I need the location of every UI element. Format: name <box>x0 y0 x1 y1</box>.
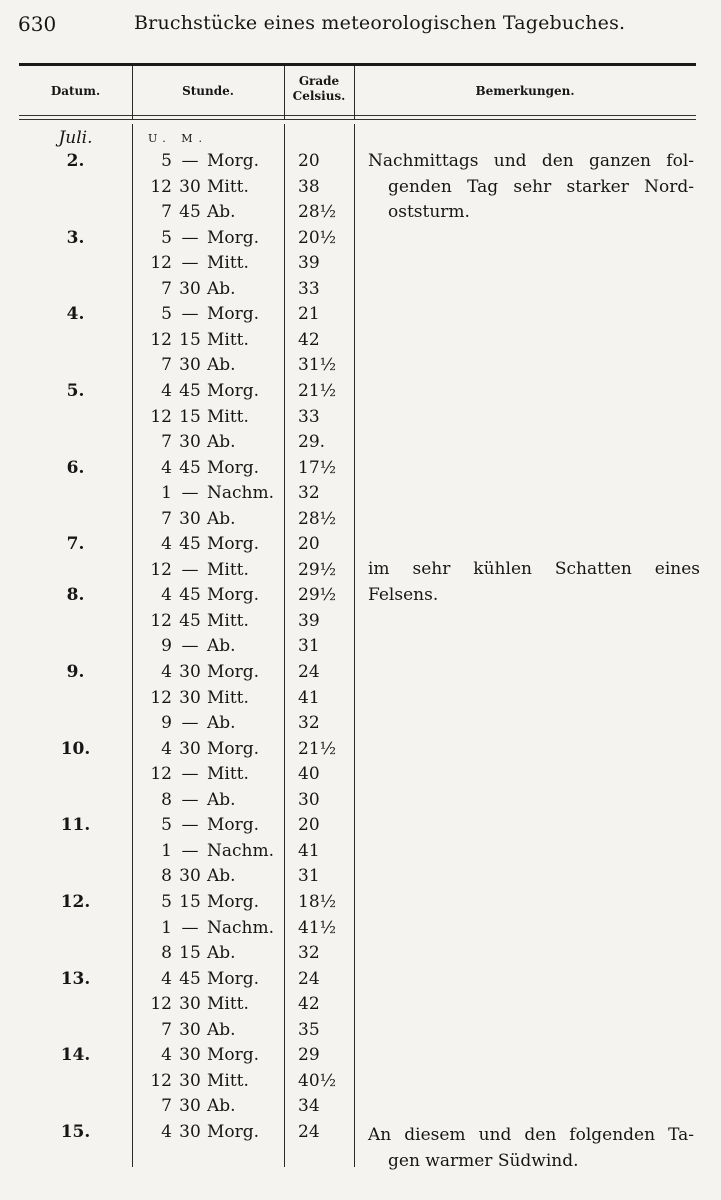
table-row <box>0 788 721 813</box>
period-cell: Ab. <box>207 278 236 299</box>
table-row <box>0 634 721 659</box>
temperature-cell: 31 <box>298 636 320 657</box>
minute-cell: 45 <box>179 968 201 989</box>
table-row <box>0 660 721 685</box>
period-cell: Mitt. <box>207 687 249 708</box>
period-cell: Ab. <box>207 1096 236 1117</box>
minute-cell: 15 <box>179 943 201 964</box>
date-cell: 10. <box>60 738 91 759</box>
period-cell: Morg. <box>207 968 260 989</box>
period-cell: Morg. <box>207 151 260 171</box>
hour-cell: 1 <box>161 840 172 861</box>
period-cell: Ab. <box>207 713 236 734</box>
temperature-cell: 18½ <box>298 891 337 912</box>
period-cell: Mitt. <box>207 764 249 785</box>
minute-cell: 30 <box>179 662 201 682</box>
table-row <box>0 353 721 378</box>
date-cell: 4. <box>66 304 85 325</box>
minute-cell: 45 <box>179 534 201 555</box>
table-row <box>0 686 721 711</box>
hour-cell: 9 <box>161 713 172 734</box>
hour-cell: 8 <box>161 943 172 964</box>
period-cell: Mitt. <box>207 406 249 427</box>
minute-cell: 30 <box>179 687 201 708</box>
period-cell: Morg. <box>207 738 260 759</box>
temperature-cell: 28½ <box>298 508 337 529</box>
period-cell: Ab. <box>207 943 236 964</box>
minute-cell: 45 <box>179 610 201 631</box>
temperature-cell: 21½ <box>298 738 337 759</box>
table-row <box>0 251 721 276</box>
minute-cell: — <box>181 227 199 248</box>
remark-3-line: An diesem und den folgenden Ta- <box>368 1125 694 1145</box>
period-cell: Mitt. <box>207 610 249 631</box>
header-grade-line2: Celsius. <box>292 89 346 103</box>
temperature-cell: 29½ <box>298 585 337 606</box>
minute-cell: 45 <box>179 457 201 478</box>
minute-cell: 15 <box>179 329 201 350</box>
temperature-cell: 35 <box>298 1019 320 1040</box>
hour-cell: 12 <box>150 610 172 631</box>
header-grade-celsius <box>284 74 354 104</box>
hour-cell: 7 <box>161 278 172 299</box>
date-cell: 5. <box>66 380 85 401</box>
period-cell: Nachm. <box>207 917 275 938</box>
hour-cell: 12 <box>150 687 172 708</box>
hour-cell: 7 <box>161 508 172 529</box>
hour-cell: 4 <box>161 457 172 478</box>
period-cell: Ab. <box>207 432 236 453</box>
date-cell: 15. <box>60 1121 91 1142</box>
minute-cell: 30 <box>179 176 201 197</box>
temperature-cell: 29½ <box>298 559 337 580</box>
table-row <box>0 532 721 557</box>
minute-cell: — <box>181 559 199 580</box>
period-cell: Ab. <box>207 636 236 657</box>
table-row <box>0 277 721 302</box>
period-cell: Ab. <box>207 789 236 810</box>
table-row <box>0 1094 721 1119</box>
table-row <box>0 226 721 251</box>
table-row <box>0 405 721 430</box>
hour-cell: 12 <box>150 559 172 580</box>
header-grade-line1: Grade <box>298 74 340 88</box>
minute-cell: — <box>181 636 199 657</box>
temperature-cell: 24 <box>298 662 320 682</box>
temperature-cell: 31½ <box>298 355 337 376</box>
running-title: Bruchstücke eines meteorologischen Tagebuches. <box>134 12 626 34</box>
minute-cell: — <box>181 840 199 861</box>
table-row <box>0 379 721 404</box>
date-cell: 11. <box>60 815 91 836</box>
hour-cell: 12 <box>150 329 172 350</box>
table-top-rule <box>19 63 696 66</box>
hour-cell: 9 <box>161 636 172 657</box>
temperature-cell: 17½ <box>298 457 337 478</box>
table-row <box>0 992 721 1017</box>
minute-cell: 45 <box>179 585 201 606</box>
page-number: 630 <box>18 12 57 36</box>
header-rule-upper <box>19 115 696 116</box>
table-row <box>0 711 721 736</box>
temperature-cell: 20 <box>298 151 320 171</box>
table-row <box>0 430 721 455</box>
temperature-cell: 34 <box>298 1096 320 1117</box>
column-divider <box>354 66 355 119</box>
temperature-cell: 38 <box>298 176 320 197</box>
minute-cell: 30 <box>179 508 201 529</box>
table-row <box>0 813 721 838</box>
table-row <box>0 916 721 941</box>
period-cell: Nachm. <box>207 840 275 861</box>
period-cell: Mitt. <box>207 176 249 197</box>
minute-cell: 30 <box>179 432 201 453</box>
minute-cell: 15 <box>179 406 201 427</box>
header-datum: Datum. <box>50 84 101 98</box>
temperature-cell: 32 <box>298 483 320 504</box>
hour-cell: 7 <box>161 202 172 223</box>
hour-cell: 12 <box>150 764 172 785</box>
table-row <box>0 1018 721 1043</box>
temperature-cell: 29. <box>298 432 326 453</box>
temperature-cell: 24 <box>298 1121 320 1142</box>
period-cell: Morg. <box>207 227 260 248</box>
period-cell: Mitt. <box>207 1070 249 1091</box>
hour-cell: 4 <box>161 380 172 401</box>
temperature-cell: 32 <box>298 943 320 964</box>
minute-cell: 30 <box>179 1121 201 1142</box>
page-header <box>0 0 721 50</box>
minute-cell: 30 <box>179 866 201 887</box>
temperature-cell: 21 <box>298 304 320 325</box>
temperature-cell: 40½ <box>298 1070 337 1091</box>
remark-3 <box>368 1123 694 1174</box>
temperature-cell: 39 <box>298 253 320 274</box>
temperature-cell: 39 <box>298 610 320 631</box>
minute-cell: — <box>181 789 199 810</box>
period-cell: Morg. <box>207 662 260 682</box>
period-cell: Ab. <box>207 1019 236 1040</box>
temperature-cell: 40 <box>298 764 320 785</box>
temperature-cell: 42 <box>298 994 320 1015</box>
period-cell: Nachm. <box>207 483 275 504</box>
period-cell: Morg. <box>207 304 260 325</box>
month-label: Juli. <box>58 128 93 148</box>
date-cell: 13. <box>60 968 91 989</box>
hour-cell: 8 <box>161 789 172 810</box>
period-cell: Morg. <box>207 585 260 606</box>
hour-cell: 7 <box>161 355 172 376</box>
minute-cell: 30 <box>179 1070 201 1091</box>
temperature-cell: 33 <box>298 406 320 427</box>
minute-cell: 30 <box>179 738 201 759</box>
minute-cell: 45 <box>179 202 201 223</box>
table-row <box>0 839 721 864</box>
temperature-cell: 42 <box>298 329 320 350</box>
period-cell: Ab. <box>207 508 236 529</box>
minute-cell: 30 <box>179 994 201 1015</box>
temperature-cell: 28½ <box>298 202 337 223</box>
hour-cell: 5 <box>161 891 172 912</box>
table-row <box>0 890 721 915</box>
minute-cell: — <box>181 151 199 171</box>
column-divider <box>284 66 285 119</box>
minute-cell: — <box>181 713 199 734</box>
subheader-um: U. M. <box>148 132 209 145</box>
minute-cell: — <box>181 304 199 325</box>
hour-cell: 12 <box>150 176 172 197</box>
period-cell: Morg. <box>207 534 260 555</box>
minute-cell: 30 <box>179 1045 201 1066</box>
table-row <box>0 762 721 787</box>
minute-cell: — <box>181 483 199 504</box>
hour-cell: 4 <box>161 585 172 606</box>
temperature-cell: 29 <box>298 1045 320 1066</box>
table-row <box>0 456 721 481</box>
table-row <box>0 481 721 506</box>
date-cell: 3. <box>66 227 85 248</box>
period-cell: Ab. <box>207 202 236 223</box>
period-cell: Mitt. <box>207 329 249 350</box>
period-cell: Morg. <box>207 457 260 478</box>
hour-cell: 8 <box>161 866 172 887</box>
hour-cell: 4 <box>161 662 172 682</box>
table-row <box>0 737 721 762</box>
date-cell: 12. <box>60 891 91 912</box>
header-rule-lower <box>19 119 696 120</box>
table-row <box>0 302 721 327</box>
period-cell: Mitt. <box>207 559 249 580</box>
temperature-cell: 33 <box>298 278 320 299</box>
hour-cell: 12 <box>150 994 172 1015</box>
period-cell: Mitt. <box>207 994 249 1015</box>
hour-cell: 4 <box>161 738 172 759</box>
period-cell: Morg. <box>207 815 260 836</box>
temperature-cell: 20 <box>298 815 320 836</box>
hour-cell: 5 <box>161 151 172 171</box>
hour-cell: 1 <box>161 483 172 504</box>
remark-2: im sehr kühlen Schatten eines Felsens. <box>368 559 700 605</box>
temperature-cell: 41 <box>298 840 320 861</box>
minute-cell: 45 <box>179 380 201 401</box>
minute-cell: 30 <box>179 278 201 299</box>
minute-cell: — <box>181 253 199 274</box>
hour-cell: 12 <box>150 406 172 427</box>
hour-cell: 12 <box>150 1070 172 1091</box>
table-row <box>0 507 721 532</box>
table-row <box>0 609 721 634</box>
temperature-cell: 21½ <box>298 380 337 401</box>
date-cell: 14. <box>60 1045 91 1066</box>
date-cell: 7. <box>66 534 85 555</box>
remark-1 <box>368 149 694 226</box>
remark-1-line: genden Tag sehr starker Nord- <box>388 176 694 197</box>
remark-1-line: Nachmittags und den ganzen fol- <box>368 151 694 171</box>
hour-cell: 5 <box>161 304 172 325</box>
hour-cell: 4 <box>161 968 172 989</box>
period-cell: Morg. <box>207 1045 260 1066</box>
hour-cell: 4 <box>161 534 172 555</box>
period-cell: Mitt. <box>207 253 249 274</box>
date-cell: 2. <box>66 151 85 171</box>
hour-cell: 7 <box>161 432 172 453</box>
minute-cell: 30 <box>179 1019 201 1040</box>
period-cell: Ab. <box>207 866 236 887</box>
minute-cell: — <box>181 917 199 938</box>
hour-cell: 5 <box>161 227 172 248</box>
date-cell: 8. <box>66 585 85 606</box>
hour-cell: 12 <box>150 253 172 274</box>
date-cell: 6. <box>66 457 85 478</box>
table-row <box>0 967 721 992</box>
table-row <box>0 328 721 353</box>
temperature-cell: 20½ <box>298 227 337 248</box>
table-row <box>0 1043 721 1068</box>
minute-cell: 30 <box>179 355 201 376</box>
temperature-cell: 41½ <box>298 917 337 938</box>
minute-cell: — <box>181 764 199 785</box>
temperature-cell: 30 <box>298 789 320 810</box>
period-cell: Morg. <box>207 1121 260 1142</box>
period-cell: Ab. <box>207 355 236 376</box>
hour-cell: 7 <box>161 1096 172 1117</box>
header-stunde: Stunde. <box>182 84 234 98</box>
temperature-cell: 20 <box>298 534 320 555</box>
minute-cell: 30 <box>179 1096 201 1117</box>
hour-cell: 4 <box>161 1045 172 1066</box>
table-row <box>0 1069 721 1094</box>
minute-cell: 15 <box>179 891 201 912</box>
header-bemerkungen: Bemerkungen. <box>475 84 575 98</box>
hour-cell: 5 <box>161 815 172 836</box>
period-cell: Morg. <box>207 891 260 912</box>
period-cell: Morg. <box>207 380 260 401</box>
hour-cell: 7 <box>161 1019 172 1040</box>
date-cell: 9. <box>66 662 85 682</box>
temperature-cell: 41 <box>298 687 320 708</box>
temperature-cell: 32 <box>298 713 320 734</box>
minute-cell: — <box>181 815 199 836</box>
remark-3-line: gen warmer Südwind. <box>388 1150 579 1171</box>
remark-1-line: oststurm. <box>388 202 470 222</box>
hour-cell: 4 <box>161 1121 172 1142</box>
temperature-cell: 31 <box>298 866 320 887</box>
table-row <box>0 941 721 966</box>
temperature-cell: 24 <box>298 968 320 989</box>
hour-cell: 1 <box>161 917 172 938</box>
table-row <box>0 864 721 889</box>
column-divider <box>132 66 133 119</box>
